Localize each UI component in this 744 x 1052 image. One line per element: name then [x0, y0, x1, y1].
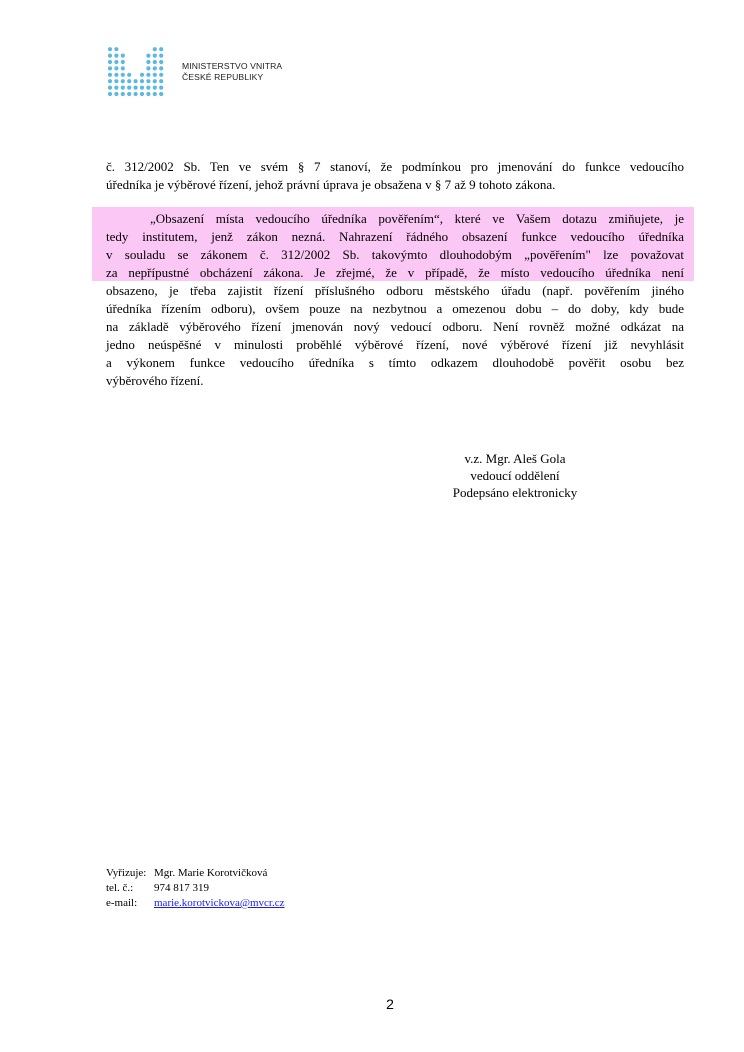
logo-dot: [127, 86, 131, 90]
paragraph-2-line: obsazeno, je třeba zajistit řízení příslušného odboru městského úřadu (např. pověřením jiného: [106, 283, 684, 298]
logo-dot: [159, 92, 163, 96]
signature-name: v.z. Mgr. Aleš Gola: [464, 451, 566, 466]
paragraph-2-line: tedy institutem, jenž zákon nezná. Nahrazení řádného obsazení funkce vedoucího úředníka: [106, 229, 684, 244]
contact-handler-value: Mgr. Marie Korotvičková: [154, 867, 268, 879]
logo-dot: [108, 66, 112, 70]
contact-block: [106, 866, 284, 911]
logo-dot: [159, 73, 163, 77]
logo-dot: [108, 86, 112, 90]
logo-dot: [134, 92, 138, 96]
page-number: 2: [386, 996, 394, 1012]
logo-dot: [146, 66, 150, 70]
contact-handler-label: Vyřizuje:: [106, 867, 147, 879]
contact-phone-row: [106, 881, 284, 896]
logo-dot: [146, 79, 150, 83]
logo-dot: [159, 54, 163, 58]
logo-dot: [108, 60, 112, 64]
logo-dot: [114, 73, 118, 77]
logo-dot: [153, 79, 157, 83]
logo-dot: [146, 92, 150, 96]
paragraph-2-line: jedno neúspěšné v minulosti proběhlé výběrové řízení, nové výběrové řízení již nevyhlásit: [106, 337, 684, 352]
logo-dot: [114, 66, 118, 70]
logo-dot: [153, 54, 157, 58]
logo-dot: [127, 92, 131, 96]
signature-signed: Podepsáno elektronicky: [452, 485, 578, 500]
logo-dot: [121, 54, 125, 58]
signature-block: [430, 450, 600, 501]
logo-dot: [153, 60, 157, 64]
logo-dot: [153, 66, 157, 70]
logo-dot: [121, 92, 125, 96]
logo-dot: [153, 92, 157, 96]
paragraph-2-line: na základě výběrového řízení jmenován nový vedoucí odboru. Není rovněž možné odkázat na: [106, 319, 684, 334]
logo-dot: [114, 47, 118, 51]
logo-dot: [114, 92, 118, 96]
contact-email-link[interactable]: marie.korotvickova@mvcr.cz: [154, 897, 285, 909]
logo-dot: [127, 73, 131, 77]
logo-dot: [140, 92, 144, 96]
logo-dot: [134, 86, 138, 90]
logo-dot: [108, 79, 112, 83]
paragraph-2-line: úředníka řízením odboru), ovšem pouze na nezbytnou a omezenou dobu – do doby, kdy bude: [106, 301, 684, 316]
paragraph-2-line: za nepřípustné obcházení zákona. Je zřejmé, že v případě, že místo vedoucího úředníka není: [106, 265, 684, 280]
contact-email-label: e-mail:: [106, 897, 138, 909]
logo-dot: [140, 86, 144, 90]
logo-dot: [108, 54, 112, 58]
logo-dot: [114, 79, 118, 83]
logo-dot: [146, 54, 150, 58]
contact-phone-label: tel. č.:: [106, 882, 134, 894]
logo-dot: [121, 86, 125, 90]
ministry-name-line2: ČESKÉ REPUBLIKY: [182, 71, 264, 82]
logo-dot: [140, 73, 144, 77]
logo-dot: [121, 79, 125, 83]
contact-phone-value: 974 817 319: [154, 882, 209, 894]
logo-dot: [121, 73, 125, 77]
logo-dot: [146, 86, 150, 90]
ministry-logo-icon: [106, 44, 176, 98]
logo-dot: [159, 66, 163, 70]
ministry-logo: [106, 44, 306, 98]
logo-dot: [114, 86, 118, 90]
logo-dot: [108, 92, 112, 96]
ministry-name: [182, 61, 282, 82]
logo-dot: [127, 79, 131, 83]
logo-dot: [159, 79, 163, 83]
signature-title: vedoucí oddělení: [470, 468, 560, 483]
logo-dot: [146, 60, 150, 64]
logo-dot: [153, 73, 157, 77]
paragraph-2-line: v souladu se zákonem č. 312/2002 Sb. takovýmto dlouhodobým „pověřením" lze považovat: [106, 247, 684, 262]
logo-dot: [146, 73, 150, 77]
logo-dot: [114, 60, 118, 64]
paragraph-2-line: a výkonem funkce vedoucího úředníka s tímto odkazem dlouhodobě pověřit osobu bez: [106, 355, 684, 370]
paragraph-1-line: č. 312/2002 Sb. Ten ve svém § 7 stanoví, že podmínkou pro jmenování do funkce vedoucího: [106, 159, 684, 174]
logo-dot: [159, 86, 163, 90]
logo-dot: [159, 47, 163, 51]
logo-dot: [108, 73, 112, 77]
logo-dot: [121, 60, 125, 64]
paragraph-2-line: „Obsazení místa vedoucího úředníka pověřením“, které ve Vašem dotazu zmiňujete, je: [150, 211, 684, 226]
paragraph-2-line: výběrového řízení.: [106, 373, 204, 388]
contact-email-row: [106, 896, 284, 911]
logo-dot: [159, 60, 163, 64]
paragraph-1-line: úředníka je výběrové řízení, jehož právní úprava je obsažena v § 7 až 9 tohoto zákona.: [106, 177, 556, 192]
logo-dot: [153, 86, 157, 90]
contact-handler-row: [106, 866, 284, 881]
logo-dot: [140, 79, 144, 83]
logo-dot: [108, 47, 112, 51]
logo-dot: [121, 66, 125, 70]
ministry-name-line1: MINISTERSTVO VNITRA: [182, 61, 283, 71]
logo-dot: [114, 54, 118, 58]
logo-dot: [153, 47, 157, 51]
logo-dot: [134, 79, 138, 83]
